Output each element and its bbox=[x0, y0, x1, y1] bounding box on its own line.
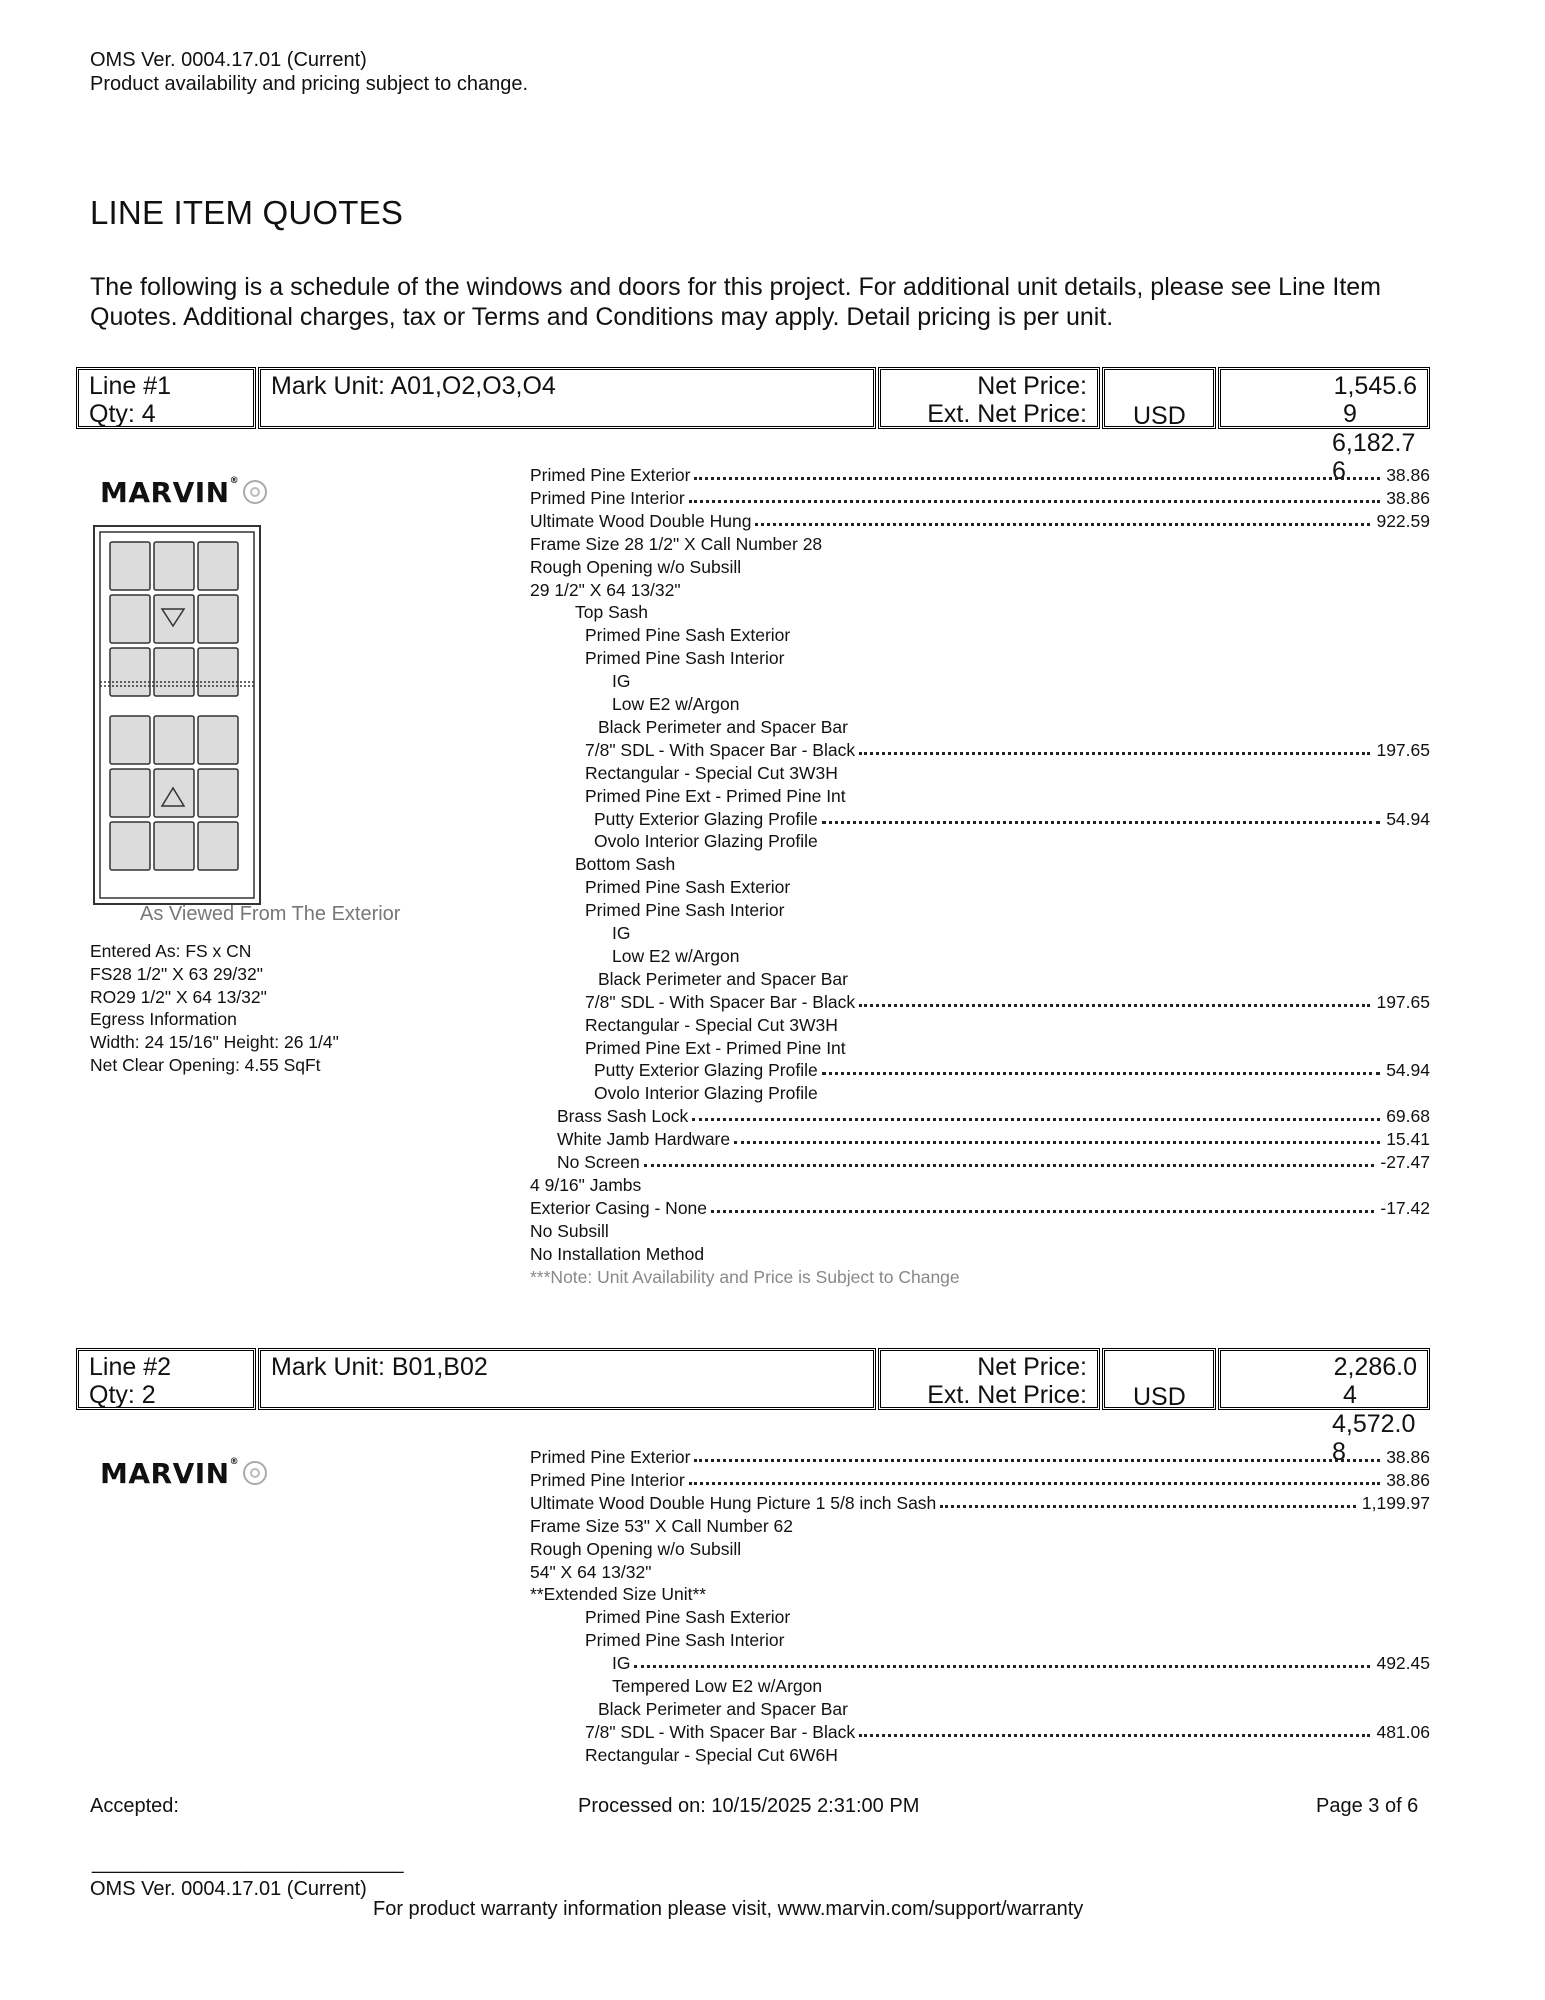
egress-dimensions: Width: 24 15/16" Height: 26 1/4" bbox=[90, 1032, 339, 1053]
frame-size: FS28 1/2" X 63 29/32" bbox=[90, 963, 263, 984]
marvin-logo: MARVIN® bbox=[100, 476, 267, 509]
detail-row bbox=[530, 1059, 1430, 1082]
detail-label: Low E2 w/Argon bbox=[612, 945, 740, 966]
egress-heading: Egress Information bbox=[90, 1009, 237, 1030]
detail-row bbox=[530, 1082, 1430, 1105]
header-disclaimer: Product availability and pricing subject to change. bbox=[90, 73, 529, 95]
detail-label: Primed Pine Interior bbox=[530, 487, 685, 508]
bottom-sash-pane bbox=[110, 769, 150, 817]
bottom-sash-pane bbox=[110, 822, 150, 870]
currency-box bbox=[1102, 1348, 1216, 1410]
detail-label: 4 9/16" Jambs bbox=[530, 1174, 642, 1195]
top-sash-pane bbox=[110, 595, 150, 643]
mark-unit: Mark Unit: A01,O2,O3,O4 bbox=[271, 372, 556, 400]
line-qty: Qty: 4 bbox=[89, 400, 156, 428]
price-label-box bbox=[878, 367, 1100, 429]
detail-row bbox=[530, 1197, 1430, 1220]
detail-row bbox=[530, 968, 1430, 991]
dot-leader bbox=[755, 523, 1370, 526]
net-price-value-cont: 9 bbox=[1343, 400, 1357, 428]
ext-net-price-label: Ext. Net Price: bbox=[927, 400, 1087, 428]
detail-row bbox=[530, 1492, 1430, 1515]
detail-label: Ultimate Wood Double Hung Picture 1 5/8 inch Sash bbox=[530, 1492, 937, 1513]
detail-label: White Jamb Hardware bbox=[557, 1129, 731, 1150]
ext-net-price-label: Ext. Net Price: bbox=[927, 1381, 1087, 1409]
dot-leader bbox=[694, 1459, 1380, 1462]
detail-price: 1,199.97 bbox=[1361, 1492, 1430, 1513]
footer-version: OMS Ver. 0004.17.01 (Current) bbox=[90, 1878, 367, 1900]
detail-price: 197.65 bbox=[1376, 991, 1430, 1012]
detail-label: Primed Pine Sash Exterior bbox=[585, 625, 791, 646]
dot-leader bbox=[689, 1482, 1381, 1485]
detail-label: Ovolo Interior Glazing Profile bbox=[594, 1083, 818, 1104]
top-sash-pane bbox=[198, 595, 238, 643]
detail-row bbox=[530, 922, 1430, 945]
net-price-value: 2,286.0 bbox=[1333, 1353, 1417, 1381]
detail-price: 38.86 bbox=[1386, 1447, 1430, 1467]
processed-date: Processed on: 10/15/2025 2:31:00 PM bbox=[578, 1795, 920, 1817]
detail-row bbox=[530, 556, 1430, 579]
currency-box bbox=[1102, 367, 1216, 429]
net-clear-opening: Net Clear Opening: 4.55 SqFt bbox=[90, 1054, 321, 1075]
detail-row bbox=[530, 1583, 1430, 1606]
detail-price: 197.65 bbox=[1376, 739, 1430, 760]
detail-price: 38.86 bbox=[1386, 487, 1430, 508]
detail-label: Putty Exterior Glazing Profile bbox=[594, 808, 818, 829]
net-price-label: Net Price: bbox=[977, 1353, 1087, 1381]
egress-info bbox=[90, 940, 339, 1077]
mark-unit: Mark Unit: B01,B02 bbox=[271, 1353, 488, 1381]
detail-label: Primed Pine Interior bbox=[530, 1469, 685, 1490]
dot-leader bbox=[689, 500, 1381, 503]
detail-row bbox=[530, 1220, 1430, 1243]
detail-row bbox=[530, 487, 1430, 510]
ext-net-price-value-cont: 6 bbox=[1332, 457, 1346, 485]
dot-leader bbox=[634, 1665, 1370, 1668]
brand-name: MARVIN bbox=[100, 1457, 230, 1490]
detail-price: -27.47 bbox=[1380, 1152, 1430, 1172]
detail-label: Brass Sash Lock bbox=[557, 1106, 689, 1127]
dot-leader bbox=[711, 1210, 1374, 1213]
marvin-logo-icon bbox=[243, 480, 267, 504]
signature-line: ____________________________ bbox=[92, 1852, 404, 1874]
detail-row bbox=[530, 1446, 1430, 1469]
detail-label: Exterior Casing - None bbox=[530, 1197, 708, 1218]
detail-row bbox=[530, 945, 1430, 968]
detail-label: 29 1/2" X 64 13/32" bbox=[530, 579, 681, 600]
detail-row bbox=[530, 876, 1430, 899]
detail-label: Rectangular - Special Cut 3W3H bbox=[585, 1014, 838, 1035]
line-qty: Qty: 2 bbox=[89, 1381, 156, 1409]
detail-row bbox=[530, 1105, 1430, 1128]
detail-row bbox=[530, 1675, 1430, 1698]
detail-price: 492.45 bbox=[1376, 1653, 1430, 1674]
detail-row bbox=[530, 579, 1430, 602]
detail-label: IG bbox=[612, 1653, 631, 1674]
top-sash-pane bbox=[198, 648, 238, 696]
detail-label: Ultimate Wood Double Hung bbox=[530, 510, 752, 531]
top-sash-pane bbox=[154, 595, 194, 643]
detail-label: Rectangular - Special Cut 3W3H bbox=[585, 762, 838, 783]
bottom-sash-pane bbox=[198, 769, 238, 817]
detail-label: IG bbox=[612, 923, 631, 943]
detail-label: Top Sash bbox=[575, 602, 648, 623]
detail-label: Primed Pine Exterior bbox=[530, 465, 691, 485]
ext-net-price-value-cont: 8 bbox=[1332, 1438, 1346, 1466]
top-sash-pane bbox=[110, 542, 150, 590]
bottom-sash-pane bbox=[198, 822, 238, 870]
detail-label: Primed Pine Exterior bbox=[530, 1447, 691, 1467]
detail-label: Primed Pine Sash Interior bbox=[585, 900, 785, 921]
detail-label: Ovolo Interior Glazing Profile bbox=[594, 831, 818, 852]
detail-row bbox=[530, 1561, 1430, 1584]
detail-row bbox=[530, 624, 1430, 647]
ext-net-price-value: 4,572.0 bbox=[1332, 1410, 1416, 1438]
brand-name: MARVIN bbox=[100, 476, 230, 509]
detail-row bbox=[530, 510, 1430, 533]
header-version: OMS Ver. 0004.17.01 (Current) bbox=[90, 49, 367, 71]
ext-net-price-value: 6,182.7 bbox=[1332, 429, 1416, 457]
detail-label: No Subsill bbox=[530, 1220, 609, 1241]
accepted-label: Accepted: bbox=[90, 1795, 179, 1817]
top-sash-pane bbox=[110, 648, 150, 696]
net-price-value-cont: 4 bbox=[1343, 1381, 1357, 1409]
detail-label: Primed Pine Sash Interior bbox=[585, 1630, 785, 1651]
line-number: Line #1 bbox=[89, 372, 172, 400]
detail-row bbox=[530, 1698, 1430, 1721]
detail-row bbox=[530, 1151, 1430, 1174]
dot-leader bbox=[822, 1072, 1381, 1075]
bottom-sash-pane bbox=[110, 716, 150, 764]
rough-opening: RO29 1/2" X 64 13/32" bbox=[90, 986, 267, 1007]
detail-row bbox=[530, 533, 1430, 556]
detail-row bbox=[530, 785, 1430, 808]
warranty-notice: For product warranty information please visit, www.marvin.com/support/warranty bbox=[373, 1898, 1084, 1920]
detail-row bbox=[530, 991, 1430, 1014]
bottom-sash-pane bbox=[154, 769, 194, 817]
net-price-box bbox=[1218, 1348, 1430, 1410]
detail-price: 54.94 bbox=[1386, 1060, 1430, 1081]
detail-label: No Installation Method bbox=[530, 1243, 705, 1264]
page-number: Page 3 of 6 bbox=[1316, 1795, 1419, 1817]
detail-row bbox=[530, 739, 1430, 762]
dot-leader bbox=[859, 1004, 1370, 1007]
detail-row bbox=[530, 1515, 1430, 1538]
detail-label: Primed Pine Ext - Primed Pine Int bbox=[585, 785, 846, 806]
bottom-sash-pane bbox=[154, 716, 194, 764]
detail-label: Black Perimeter and Spacer Bar bbox=[598, 1698, 848, 1719]
entered-as: Entered As: FS x CN bbox=[90, 941, 252, 961]
detail-row bbox=[530, 808, 1430, 831]
detail-row bbox=[530, 1469, 1430, 1492]
marvin-logo: MARVIN® bbox=[100, 1457, 267, 1490]
detail-label: Black Perimeter and Spacer Bar bbox=[598, 968, 848, 989]
detail-label: Bottom Sash bbox=[575, 854, 676, 875]
detail-label: Putty Exterior Glazing Profile bbox=[594, 1060, 818, 1081]
marvin-logo-icon bbox=[243, 1461, 267, 1485]
detail-label: Frame Size 28 1/2" X Call Number 28 bbox=[530, 533, 823, 554]
detail-row bbox=[530, 830, 1430, 853]
detail-row bbox=[530, 1174, 1430, 1197]
detail-row bbox=[530, 1629, 1430, 1652]
line-number-box bbox=[76, 367, 256, 429]
dot-leader bbox=[644, 1164, 1375, 1167]
detail-row bbox=[530, 693, 1430, 716]
detail-price: 481.06 bbox=[1376, 1721, 1430, 1742]
detail-label: No Screen bbox=[557, 1152, 640, 1172]
detail-label: 7/8" SDL - With Spacer Bar - Black bbox=[585, 991, 856, 1012]
detail-row bbox=[530, 853, 1430, 876]
detail-label: ***Note: Unit Availability and Price is Subject to Change bbox=[530, 1266, 960, 1287]
detail-label: Frame Size 53" X Call Number 62 bbox=[530, 1515, 793, 1536]
line-number-box bbox=[76, 1348, 256, 1410]
detail-row bbox=[530, 1652, 1430, 1675]
dot-leader bbox=[694, 477, 1380, 480]
top-sash-pane bbox=[198, 542, 238, 590]
dot-leader bbox=[859, 1734, 1370, 1737]
detail-price: 922.59 bbox=[1376, 510, 1430, 531]
dot-leader bbox=[734, 1141, 1380, 1144]
bottom-sash-pane bbox=[154, 822, 194, 870]
detail-row bbox=[530, 1538, 1430, 1561]
detail-row bbox=[530, 899, 1430, 922]
detail-row bbox=[530, 1128, 1430, 1151]
top-sash-pane bbox=[154, 542, 194, 590]
detail-label: 7/8" SDL - With Spacer Bar - Black bbox=[585, 739, 856, 760]
detail-price: 38.86 bbox=[1386, 465, 1430, 485]
top-sash-pane bbox=[154, 648, 194, 696]
detail-label: Primed Pine Ext - Primed Pine Int bbox=[585, 1037, 846, 1058]
detail-label: Black Perimeter and Spacer Bar bbox=[598, 716, 848, 737]
detail-price: 15.41 bbox=[1386, 1129, 1430, 1150]
detail-label: IG bbox=[612, 671, 631, 692]
detail-row bbox=[530, 1014, 1430, 1037]
detail-row bbox=[530, 464, 1430, 487]
detail-price: 38.86 bbox=[1386, 1469, 1430, 1490]
intro-paragraph: The following is a schedule of the windows and doors for this project. For additional unit details, please see Line Item Quotes. Additional charges, tax or Terms and Conditions may apply. Detail pricing is per unit. bbox=[90, 273, 1382, 331]
bottom-sash-pane bbox=[198, 716, 238, 764]
detail-row bbox=[530, 716, 1430, 739]
detail-row bbox=[530, 1037, 1430, 1060]
detail-label: Rough Opening w/o Subsill bbox=[530, 1538, 742, 1559]
currency: USD bbox=[1133, 402, 1186, 430]
mark-unit-box bbox=[258, 367, 876, 429]
detail-label: 54" X 64 13/32" bbox=[530, 1561, 652, 1582]
detail-row bbox=[530, 1744, 1430, 1767]
page-title: LINE ITEM QUOTES bbox=[90, 194, 404, 231]
detail-row bbox=[530, 601, 1430, 624]
detail-label: 7/8" SDL - With Spacer Bar - Black bbox=[585, 1721, 856, 1742]
detail-label: **Extended Size Unit** bbox=[530, 1584, 707, 1605]
price-label-box bbox=[878, 1348, 1100, 1410]
net-price-value: 1,545.6 bbox=[1333, 372, 1417, 400]
detail-row bbox=[530, 647, 1430, 670]
window-elevation-drawing bbox=[92, 524, 264, 906]
detail-price: -17.42 bbox=[1380, 1197, 1430, 1218]
dot-leader bbox=[940, 1505, 1356, 1508]
detail-row bbox=[530, 1721, 1430, 1744]
currency: USD bbox=[1133, 1383, 1186, 1411]
detail-label: Rectangular - Special Cut 6W6H bbox=[585, 1744, 838, 1765]
detail-label: Low E2 w/Argon bbox=[612, 694, 740, 714]
mark-unit-box bbox=[258, 1348, 876, 1410]
detail-label: Rough Opening w/o Subsill bbox=[530, 556, 742, 577]
detail-row bbox=[530, 670, 1430, 693]
detail-label: Primed Pine Sash Interior bbox=[585, 648, 785, 669]
detail-label: Primed Pine Sash Exterior bbox=[585, 1607, 791, 1628]
detail-label: Tempered Low E2 w/Argon bbox=[612, 1676, 823, 1696]
detail-row bbox=[530, 1243, 1430, 1266]
dot-leader bbox=[859, 752, 1370, 755]
drawing-caption: As Viewed From The Exterior bbox=[140, 903, 401, 925]
detail-price: 54.94 bbox=[1386, 808, 1430, 829]
net-price-label: Net Price: bbox=[977, 372, 1087, 400]
detail-row bbox=[530, 1266, 1430, 1289]
dot-leader bbox=[692, 1118, 1380, 1121]
net-price-box bbox=[1218, 367, 1430, 429]
line-number: Line #2 bbox=[89, 1353, 172, 1381]
detail-price: 69.68 bbox=[1386, 1106, 1430, 1127]
detail-row bbox=[530, 1606, 1430, 1629]
dot-leader bbox=[822, 821, 1381, 824]
detail-label: Primed Pine Sash Exterior bbox=[585, 877, 791, 898]
detail-row bbox=[530, 762, 1430, 785]
